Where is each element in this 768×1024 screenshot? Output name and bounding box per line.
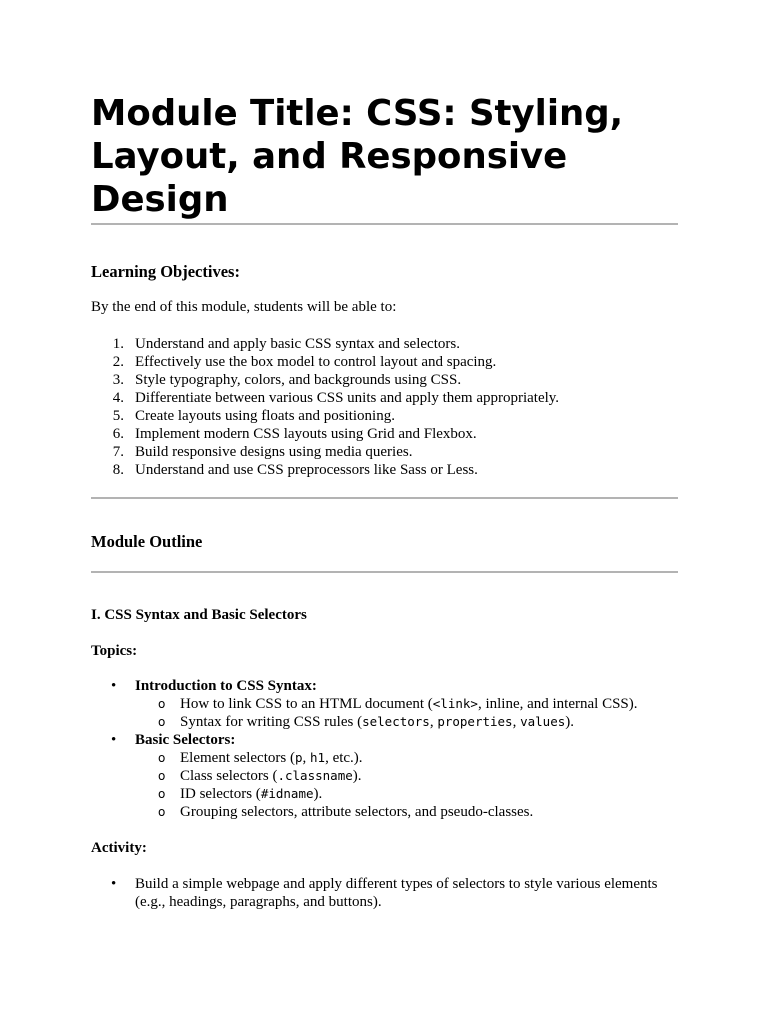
topic-label: Basic Selectors: (135, 732, 236, 748)
objective-item (91, 407, 678, 425)
learning-objectives-heading: Learning Objectives: (91, 262, 240, 281)
objective-number: 3. (112, 372, 124, 388)
objective-text: Build responsive designs using media queries. (135, 444, 413, 460)
code-snippet: h1 (310, 750, 326, 765)
subtopic-item (135, 803, 678, 821)
topic-item (91, 731, 678, 821)
module-title: Module Title: CSS: Styling, Layout, and Responsive Design (91, 92, 678, 225)
sub-bullet-icon: o (158, 787, 166, 801)
objective-text: Effectively use the box model to control layout and spacing. (135, 354, 497, 370)
topics-list (91, 677, 678, 821)
text-run: , inline, and internal CSS). (477, 696, 638, 712)
objective-text: Create layouts using floats and positioning. (135, 408, 395, 424)
bullet-icon: • (111, 876, 117, 892)
objective-item (91, 461, 678, 479)
subtopic-list (135, 695, 678, 731)
subtopic-item (135, 767, 678, 785)
sub-bullet-icon: o (158, 715, 166, 729)
text-run: , (512, 714, 521, 730)
text-run: ). (565, 714, 574, 730)
sub-bullet-icon: o (158, 805, 166, 819)
objective-text: Understand and apply basic CSS syntax and selectors. (135, 336, 460, 352)
text-run: Class selectors ( (180, 768, 278, 784)
code-snippet: properties (437, 714, 513, 729)
objective-item (91, 371, 678, 389)
text-run: , etc.). (325, 750, 363, 766)
subtopic-item (135, 713, 678, 731)
code-snippet: selectors (362, 714, 430, 729)
subtopic-item (135, 749, 678, 767)
objective-item (91, 353, 678, 371)
objectives-list (91, 335, 678, 479)
section-1-heading: I. CSS Syntax and Basic Selectors (91, 607, 307, 623)
topic-label: Introduction to CSS Syntax: (135, 678, 317, 694)
objective-item (91, 443, 678, 461)
code-snippet: #idname (260, 786, 314, 801)
topics-label: Topics: (91, 643, 138, 659)
sub-bullet-icon: o (158, 697, 166, 711)
activity-list (91, 875, 678, 911)
text-run: , (302, 750, 310, 766)
activity-item (91, 875, 678, 911)
objective-text: Understand and use CSS preprocessors like Sass or Less. (135, 462, 478, 478)
code-snippet: p (294, 750, 303, 765)
bullet-icon: • (111, 732, 117, 748)
objective-text: Style typography, colors, and backgrounds using CSS. (135, 372, 462, 388)
objective-item (91, 425, 678, 443)
objective-number: 5. (112, 408, 124, 424)
subtopic-item (135, 695, 678, 713)
objective-text: Implement modern CSS layouts using Grid and Flexbox. (135, 426, 477, 442)
objective-number: 4. (112, 390, 124, 406)
text-run: ). (352, 768, 362, 784)
text-run: ID selectors ( (180, 786, 261, 802)
activity-text: Build a simple webpage and apply different types of selectors to style various elements (e.g., headings, paragraphs, and buttons). (135, 876, 658, 910)
code-snippet: .classname (277, 768, 353, 783)
objective-number: 8. (112, 462, 124, 478)
text-run: How to link CSS to an HTML document ( (180, 696, 433, 712)
activity-label: Activity: (91, 840, 147, 856)
objective-number: 6. (112, 426, 124, 442)
objective-number: 1. (112, 336, 124, 352)
text-run: Element selectors ( (180, 750, 295, 766)
bullet-icon: • (111, 678, 117, 694)
objectives-intro: By the end of this module, students will be able to: (91, 299, 397, 315)
topic-item (91, 677, 678, 731)
text-run: , (429, 714, 438, 730)
sub-bullet-icon: o (158, 769, 166, 783)
objective-item (91, 389, 678, 407)
objective-number: 2. (112, 354, 124, 370)
text-run: Syntax for writing CSS rules ( (180, 714, 363, 730)
objective-item (91, 335, 678, 353)
document-page (91, 92, 678, 911)
text-run: ). (313, 786, 323, 802)
objective-number: 7. (112, 444, 124, 460)
objective-text: Differentiate between various CSS units and apply them appropriately. (135, 390, 560, 406)
subtopic-list (135, 749, 678, 821)
code-snippet: values (520, 714, 566, 729)
code-snippet: <link> (432, 696, 478, 711)
text-run: Grouping selectors, attribute selectors, and pseudo-classes. (180, 804, 534, 820)
module-outline-heading: Module Outline (91, 532, 203, 551)
subtopic-item (135, 785, 678, 803)
sub-bullet-icon: o (158, 751, 166, 765)
